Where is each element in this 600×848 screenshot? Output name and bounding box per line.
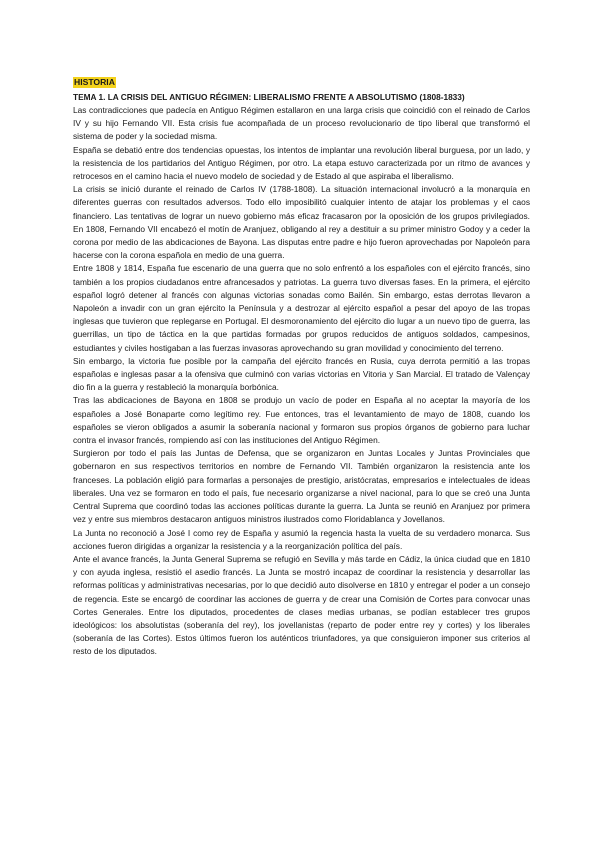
paragraph-4: Entre 1808 y 1814, España fue escenario de una guerra que no solo enfrentó a los españoles con el ejército francés, sino también a los propios ciudadanos entre afrancesados y patriotas. La guerra tuvo diversas fases. En la primera, el ejército español logró detener al francés con algunas victorias sonadas como Bailén. Sin embargo, estas derrotas llevaron a Napoleón a invadir con un gran ejército la Península y a destrozar al ejército español a pesar del apoyo de las tropas inglesas que tuvieron que replegarse en Portugal. El desmoronamiento del ejército dio lugar a un nuevo tipo de guerra, las guerrillas, un tipo de táctica en la que partidas formadas por grupos reducidos de antiguos soldados, campesinos, estudiantes y civiles hostigaban a las fuerzas invasoras aprovechando su gran movilidad y conocimiento del terreno. — [73, 263, 530, 353]
paragraph-5: Sin embargo, la victoria fue posible por la campaña del ejército francés en Rusia, cuya derrota permitió a las tropas españolas e inglesas pasar a la ofensiva que culminó con varias victorias en Vitoria y San Marcial. El tratado de Valençay dio fin a la guerra y restableció la monarquía borbónica. — [73, 355, 530, 393]
document-heading: HISTORIA — [74, 77, 115, 87]
paragraph-1: Las contradicciones que padecía en Antiguo Régimen estallaron en una larga crisis que coincidió con el reinado de Carlos IV y su hijo Fernando VII. Esta crisis fue acompañada de un proceso revolucionario de tipo liberal que transformó el sistema de poder y la sociedad misma. — [73, 105, 530, 142]
paragraph-2: España se debatió entre dos tendencias opuestas, los intentos de implantar una revolución liberal burguesa, por un lado, y la resistencia de los partidarios del Antiguo Régimen, por otro. La etapa estuvo caracterizada por un ritmo de avances y retrocesos en el camino hacia el nuevo modelo de sociedad y de Estado al que aspiraba el liberalismo. — [73, 144, 530, 182]
paragraph-3: La crisis se inició durante el reinado de Carlos IV (1788-1808). La situación internacional involucró a la monarquía en diferentes guerras con resultados adversos. Todo ello imposibilitó cualquier intento de atajar los problemas y el caos financiero. Las tentativas de lograr un nuevo gobierno más eficaz fracasaron por la oposición de los grupos privilegiados. En 1808, Fernando VII encabezó el motín de Aranjuez, obligando al rey a destituir a su primer ministro Godoy y a ceder la corona por medio de las abdicaciones de Bayona. Las disputas entre padre e hijo fueron aprovechadas por Napoleón para hacerse con la corona española en medio de una guerra. — [73, 184, 530, 261]
document-title: TEMA 1. LA CRISIS DEL ANTIGUO RÉGIMEN: LIBERALISMO FRENTE A ABSOLUTISMO (1808-1833) — [73, 92, 465, 102]
paragraph-6: Tras las abdicaciones de Bayona en 1808 se produjo un vacío de poder en España al no aceptar la mayoría de los españoles a José Bonaparte como legítimo rey. Fue entonces, tras el levantamiento de mayo de 1808, cuando los españoles se vieron obligados a asumir la soberanía nacional y formaron sus propios órganos de gobierno para luchar contra el invasor francés, rompiendo así con las instituciones del Antiguo Régimen. — [73, 395, 530, 446]
paragraph-7: Surgieron por todo el país las Juntas de Defensa, que se organizaron en Juntas Locales y Juntas Provinciales que gobernaron en sus respectivos territorios en nombre de Fernando VII. También organizaron la resistencia ante los franceses. La población eligió para formarlas a personajes de prestigio, aristócratas, empresarios e intelectuales de ideas liberales. Una vez se formaron en todo el país, fue necesario organizarse a nivel nacional, para lo que se creó una Junta Central Suprema que coordinó todas las acciones políticas durante la guerra. La Junta se reunió en Aranjuez por primera vez y entre sus miembros destacaron antiguos ministros ilustrados como Floridablanca y Jovellanos. — [73, 448, 530, 525]
paragraph-8: La Junta no reconoció a José I como rey de España y asumió la regencia hasta la vuelta de su verdadero monarca. Sus acciones fueron dirigidas a organizar la resistencia y a la reorganización política del país. — [73, 527, 530, 551]
paragraph-9: Ante el avance francés, la Junta General Suprema se refugió en Sevilla y más tarde en Cádiz, la única ciudad que en 1810 y con ayuda inglesa, resistió el asedio francés. La Junta se mostró incapaz de coordinar la resistencia y desarrollar las reformas políticas y administrativas necesarias, por lo que decidió auto disolverse en 1810 y entregar el poder a un consejo de regencia. Este se encargó de coordinar las acciones de guerra y de crear una Comisión de Cortes para convocar unas Cortes Generales. Entre los diputados, procedentes de clases medias urbanas, se podían establecer tres grupos ideológicos: los absolutistas (soberanía del rey), los jovellanistas (reparto de poder entre rey y cortes) y los liberales (soberanía de las Cortes). Estos últimos fueron los auténticos triunfadores, ya que consiguieron imponer sus criterios al resto de los diputados. — [73, 553, 530, 657]
